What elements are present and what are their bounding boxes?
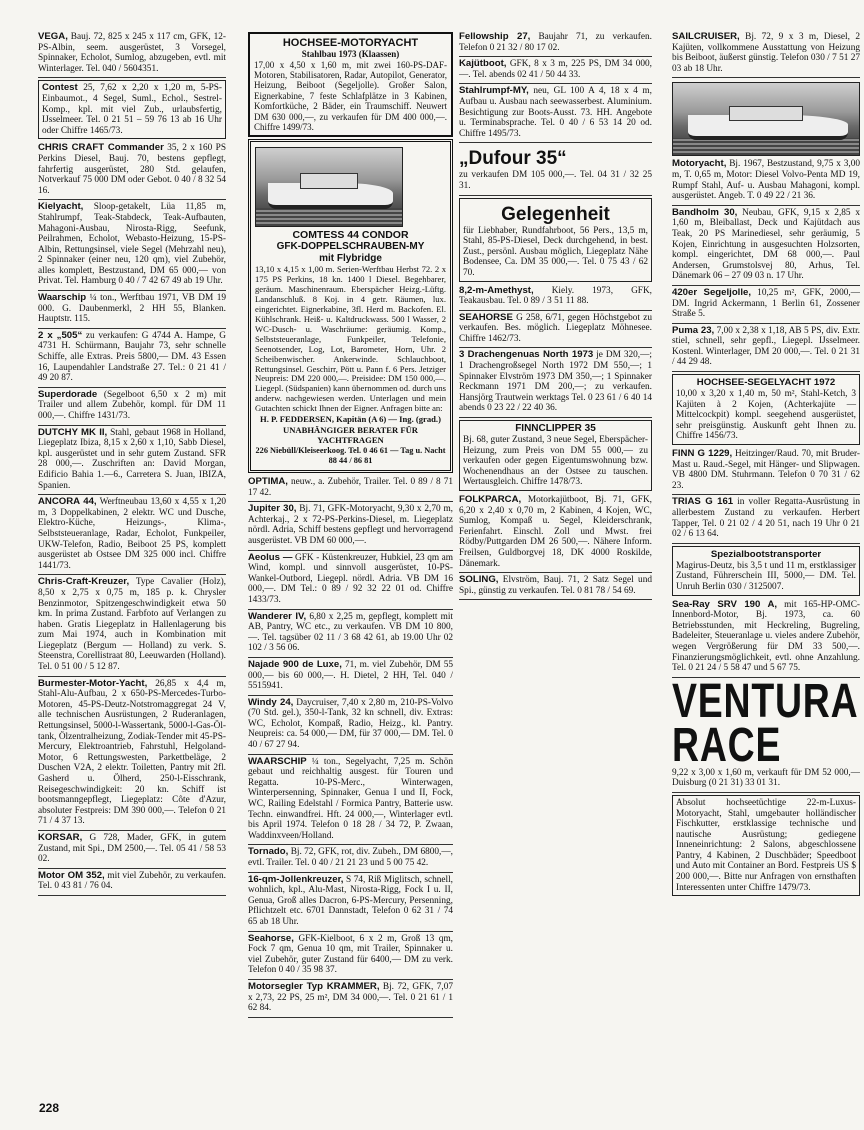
condor-ad <box>248 139 453 473</box>
dufour-ad <box>459 143 652 195</box>
ad-text: (Segelboot 6,50 x 2 m) mit Trailer und allem Zubehör, kompl. für DM 11 000,—. Chiffre 1431/73. <box>38 389 226 421</box>
transporter-ad <box>672 546 860 596</box>
ad-lead: SOLING, <box>459 574 499 586</box>
boat-photo <box>255 147 403 227</box>
ad-lead: WAARSCHIP <box>248 755 307 767</box>
classified-ad <box>248 475 453 502</box>
classified-ad <box>38 80 226 139</box>
ad-lead: Aeolus — <box>248 551 293 563</box>
sailcruiser-ad <box>672 30 860 78</box>
column-1 <box>38 30 226 896</box>
ad-text: Bj. 1967, Bestzustand, 9,75 x 3,00 m, T. 0,65 m, Motor: Diesel Volvo-Penta MD 19, Rumpf Stahl, Auf- u. Ausbau Mahagoni, kompl. ausgerüstet. Angeb. T. 0 49 22 / 21 36. <box>672 159 860 202</box>
ventura-title: VENTURA <box>672 677 859 728</box>
ad-text: Bj. 68, guter Zustand, 3 neue Segel, Eberspächer-Heizung, zum Preis von DM 55 000,— zu verkaufen oder gegen Eigentumswohnung bzw. Wochenendhaus an der Ostsee zu tauschen. Wertausgleich. Chiffre 1478/73. <box>463 435 648 488</box>
ad-lead: CHRIS CRAFT Commander <box>38 142 164 154</box>
ad-subheading: GFK-DOPPELSCHRAUBEN-MY <box>276 241 425 253</box>
classified-list <box>672 206 860 372</box>
ad-lead: Tornado, <box>248 846 289 858</box>
ad-lead: FOLKPARCA, <box>459 494 522 505</box>
ad-lead: VEGA, <box>38 31 68 42</box>
classified-ad <box>672 286 860 324</box>
ad-text: Werftneubau 13,60 x 4,55 x 1,20 m, 3 Doppelkabinen, 2 elektr. WC und Dusche, Elektro-Küche, Heizungs-, Klima-, Selbststeueranlage, Radar, Echolot, Funkpeiler, UKW-Telefon, Radio, Beiboot 25 PS, komplett ausgerüstet ab Ostsee DM 325 000 incl. Chiffre 1441/73. <box>38 497 226 571</box>
classified-ad <box>38 495 226 575</box>
classified-ad <box>248 610 453 658</box>
ad-agent: H. P. FEDDERSEN, Kapitän (A 6) — Ing. (grad.) <box>260 414 441 425</box>
ad-text: GFK - Küstenkreuzer, Hubkiel, 23 qm am Wind, kompl. und sinnvoll ausgerüstet, 10-PS-Wankel-Outbord, Liegepl. nördl. Adria. VB DM 16 000,—. DM Tel.: 0 89 / 92 32 22 01 od. Chiffre 1433/73. <box>248 552 453 605</box>
gelegenheit-ad <box>459 198 652 282</box>
ad-lead: Waarschip <box>38 292 87 304</box>
ad-text: 6,80 x 2,25 m, gepflegt, komplett mit AB, Pantry, WC etc., zu verkaufen. VB DM 10 800,—. Tel. tagsüber 02 11 / 3 68 42 61, ab 19.00 Uhr 02 102 / 3 56 06. <box>248 611 453 654</box>
ad-subheading: Stahlbau 1973 (Klaassen) <box>301 49 400 59</box>
classified-ad <box>248 658 453 696</box>
ad-lead: ANCORA 44, <box>38 496 97 508</box>
ad-text: Bj. 72, GFK, 7,07 x 2,73, 22 PS, 25 m², DM 34 000,—. Tel. 0 21 61 / 1 62 84. <box>248 981 453 1014</box>
luxus-motoryacht-ad <box>672 795 860 896</box>
ad-text: zu verkaufen: G 4744 A. Hampe, G 4731 H. Schürmann, Baujahr 73, sehr schnelle Schiffe, alle Extras. Preis 5800,— DM. 43 Essen 16, Laupendahler Landstraße 27. Tel.: 0 21 41 / 49 20 87. <box>38 330 226 384</box>
race-title: RACE <box>672 718 782 772</box>
ad-lead: OPTIMA, <box>248 476 288 487</box>
classified-ad <box>248 502 453 550</box>
ad-lead: Motor OM 352, <box>38 869 105 881</box>
ad-text: Elvström, Bauj. 71, 2 Satz Segel und Spi., günstig zu verkaufen. Tel. 0 81 78 / 54 69. <box>459 575 652 596</box>
classified-ad <box>248 551 453 610</box>
ad-lead: 3 Drachengenuas North 1973 <box>459 349 594 361</box>
ad-text: je DM 320,—; 1 Drachengroßsegel North 1972 DM 550,—; 1 Spinnaker Elvström 1973 DM 350,—; 1 Spinnaker Reckmann 1971 DM 200,—; zu verkaufen. Hansjörg Trautwein werktags Tel. 0 23 61 / 6 40 14 abends 0 23 22 / 22 40 36. <box>459 350 652 414</box>
classified-ad <box>459 57 652 84</box>
ad-text: 71, m. viel Zubehör, DM 55 000,— bis 60 000,—. H. Dietel, 2 HH, Tel. 040 / 5515941. <box>248 659 453 692</box>
ad-lead: SEAHORSE <box>459 311 513 323</box>
ad-text: 7,00 x 2,38 x 1,18, AB 5 PS, div. Extr. stiel, schnell, sehr gepfl., Liegepl. IJsselmeer. Kostenl. Winterlager, DM 20 000,—. Tel. 0 21 31 / 44 29 48. <box>672 325 860 368</box>
ad-agent-title: UNABHÄNGIGER BERATER FÜR YACHTFRAGEN <box>283 424 418 446</box>
ad-lead: Seahorse, <box>248 932 294 944</box>
ad-heading: HOCHSEE-MOTORYACHT <box>282 37 419 49</box>
motoryacht-photo <box>672 82 860 156</box>
classified-ad <box>459 84 652 143</box>
column-2 <box>248 30 453 1018</box>
ad-lead: Burmester-Motor-Yacht, <box>38 677 148 689</box>
classified-ad <box>38 426 226 496</box>
classified-ad <box>459 311 652 349</box>
ad-text: zu verkaufen DM 105 000,—. Tel. 04 31 / 32 25 31. <box>459 170 652 191</box>
ad-text: Bj. 71, GFK-Motoryacht, 9,30 x 2,70 m, Achterkaj., 2 x 72-PS-Perkins-Diesel, m. Liegeplatz nördl. Adria, Schiff bestens gepflegt und hervorragend ausgerüstet. VB DM 60 000,—. <box>248 504 453 546</box>
ad-lead: SAILCRUISER, <box>672 31 740 42</box>
ad-text: Kiely. 1973, GFK, Teakausbau. Tel. 0 89 / 3 51 11 88. <box>459 285 652 307</box>
ad-lead: DUTCHY MK II, <box>38 426 108 438</box>
ad-heading: COMTESS 44 CONDOR <box>292 229 409 242</box>
classified-list <box>672 447 860 544</box>
ad-text: G 258, 6/71, gegen Höchstgebot zu verkaufen. Bes. möglich. Liegeplatz Möhnesee. Chiffre 1462/73. <box>459 312 652 344</box>
ad-text: GFK-Kielboot, 6 x 2 m, Groß 13 qm, Fock 7 qm, Genua 10 qm, mit Trailer, Spinnaker u. viel Zubehör, guter Zustand für 6400,— DM zu verk. Telefon 0 40 / 35 98 37. <box>248 933 453 976</box>
classified-ad <box>459 573 652 600</box>
ventura-race-ad <box>672 678 860 793</box>
ad-text: Neubau, GFK, 9,15 x 2,85 x 1,60 m, Bleiballast, Deck und Kajütdach aus Teak, 20 PS Marinediesel, sehr geräumig, 5 Kojen, Einrichtung in ausgesuchten Holzsorten, kompl. eingerichtet, DM 68 000,—. Paul Andersen, Grumstolsvej 80, Arhus, Tel. Dänemark 06 – 27 09 03 n. 17 Uhr. <box>672 207 860 282</box>
classified-ad <box>459 30 652 57</box>
ad-text: Type Cavalier (Holz), 8,50 x 2,75 x 0,75 m, 185 p. k. Chrysler Benzinmotor, Spitzengeschwindigkeit etwa 50 km. In prima Zustand. Farbfoto auf Verlangen zu haben. Gratis Liegeplatz in Hallenlagerung bis zum Mai 1974, auch in Kombination mit Liegeplatz (Bergum — Holland) zu verk. S. Steenstra, Corellistraat 80, Leeuwarden (Holland). Tel. 0 51 00 / 5 12 87. <box>38 577 226 673</box>
classified-ad <box>38 291 226 329</box>
classified-ad <box>38 388 226 426</box>
ad-lead: Bandholm 30, <box>672 206 738 218</box>
ad-lead: 420er Segeljolle, <box>672 286 752 298</box>
classified-ad <box>38 200 226 291</box>
ad-lead: FINN G 1229, <box>672 448 733 460</box>
ad-lead: 2 x „505“ <box>38 329 83 341</box>
ad-text: Bj. 72, 9 x 3 m, Diesel, 2 Kajüten, vollkommene Ausstattung von Heizung bis Beiboot, äußerst günstig. Telefon 030 / 7 51 27 03 ab 18 Uhr. <box>672 32 860 74</box>
ad-heading: FINNCLIPPER 35 <box>515 423 596 435</box>
column-4 <box>672 30 860 898</box>
ad-text: ¼ ton., Segelyacht, 7,25 m. Schön gebaut und reichhaltig ausgest. für Touren und Regatta. 10-PS-Merc., Winterwagen, Winterpersenning, Spinnaker, Genua I und II, Fock, WC, Railing Edelstahl / Formica Pantry, Batterie usw. Techn. einwandfrei. Hft. 24 000,—, Winterlager evtl. bis April 1974. Telefon 0 18 28 / 34 72, P. Zwaan, Waddinxveen/Holland. <box>248 756 453 841</box>
ad-heading: Spezialbootstransporter <box>710 548 822 560</box>
ad-lead: Windy 24, <box>248 696 294 708</box>
ad-text: Sloop-getakelt, Lüa 11,85 m, Stahlrumpf, Teak-Stabdeck, Teak-Aufbauten, Mahagoni-Ausbau, Nirosta-Rigg, Seefunk, Peilrahmen, Echolot, Webasto-Heizung, 15-PS-Albin, Rettungsinsel, viele Segel (Mehrzahl neu), 2 Spinnaker (einer neu, 120 qm), viel Zubehör, alles komplett, Bestzustand, DM 65 000,— von Privat. Tel. Hamburg 0 40 / 7 42 67 49 ab 19 Uhr. <box>38 202 226 287</box>
motoryacht-ad <box>672 78 860 205</box>
ad-lead: Najade 900 de Luxe, <box>248 658 342 670</box>
classified-ad <box>248 873 453 932</box>
ad-text: 35, 2 x 160 PS Perkins Diesel, Bauj. 70, bestens gepflegt, fahrfertig ausgerüstet, 280 Std. gelaufen, Notverkauf 75 000 DM oder Gebot. 0 40 / 8 32 54 16. <box>38 143 226 196</box>
classified-list <box>459 30 652 143</box>
ad-lead: Wanderer IV, <box>248 610 307 622</box>
ad-text: GFK, 8 x 3 m, 225 PS, DM 34 000,—. Tel. abends 02 41 / 50 44 33. <box>459 59 652 80</box>
ad-subheading: mit Flybridge <box>319 253 382 265</box>
classified-ad <box>248 755 453 846</box>
ad-text: 25, 7,62 x 2,20 x 1,20 m, 5-PS-Einbaumot., 4 Segel, Suml., Echol., Sestrel-Komp., kpl. mit viel Zub., urlaubsfertig, IJsselmeer. Tel. 0 21 51 – 59 76 13 ab 16 Uhr oder Chiffre 1465/73. <box>42 83 223 136</box>
classified-ad <box>248 696 453 755</box>
ad-lead: Fellowship 27, <box>459 31 531 42</box>
ad-text: Baujahr 71, zu verkaufen. Telefon 0 21 32 / 80 17 02. <box>459 32 652 53</box>
finnclipper-ad <box>459 420 652 491</box>
ad-text: 17,00 x 4,50 x 1,60 m, mit zwei 160-PS-DAF-Motoren, Stabilisatoren, Radar, Autopilot, Generator, Heizung, Beiboot (Segeljolle). Großer Salon, Eignerkabine, 7 feste Schlafplätze in 3 Kabinen, Komfortküche, 2 Bäder, ein Traumschiff. Neuwert DM 630 000,—, zu verkaufen für DM 400 000,—. Chiffre 1499/73. <box>254 59 447 133</box>
ad-text: in voller Regatta-Ausrüstung in allerbestem Zustand zu verkaufen. Herbert Tapper, Tel. 0 21 02 / 4 20 51, nach 19 Uhr 0 21 02 / 6 13 64. <box>672 497 860 540</box>
classified-list <box>248 475 453 1018</box>
ad-text: Stahl, gebaut 1968 in Holland, Liegeplatz Ibiza, 8,15 x 2,60 x 1,10, Sabb Diesel, kpl. ausgerüstet und in sehr gutem Zustand. SFR 28 000,—. Zuschriften an: David Morgan, Edificio Bahia 1.—6., Carretera S. Juan, IBIZA, Spanien. <box>38 427 226 491</box>
hochsee-motoryacht-ad <box>248 32 453 137</box>
searay-ad <box>672 598 860 678</box>
classified-ad <box>248 932 453 980</box>
ad-lead: Kajütboot, <box>459 58 507 70</box>
ad-lead: 8,2-m-Amethyst, <box>459 284 534 296</box>
column-3 <box>459 30 652 600</box>
ad-address: 226 Niebüll/Kleiseerkoog. Tel. 0 46 61 — Tag u. Nacht 88 44 / 86 81 <box>255 445 446 466</box>
classified-ad <box>248 845 453 872</box>
classified-ad <box>38 677 226 831</box>
ad-text: 13,10 x 4,15 x 1,00 m. Serien-Werftbau Herbst 72. 2 x 175 PS Perkins, 18 kn. 1400 l Diesel. Begehbarer, geräum. Maschinenraum. Eberspächer Heizg.-Lüftg. Landanschluß. 8 Koj. in 4 getr. Räumen, lux. eingerichtet. Eignerkabine, 3fl. Herd m. Backofen. El. Kühlschrank. Heiß- u. Kaltdruckwass. 500 l Wasser, 2 WC-Dusch- u. Waschräume: geräumig. Komp., Selbststeueranlage, Funkpeiler, Telefonie, Seenotsender, Log, Lot, Barometer, Horn, Uhr. 2 Scheibenwischer. Ankerwinde. Schlauchboot, Rettungsinsel. Geschirr, Pött u. Pann f. 6 Pers. Jetziger Neupreis: DM 220 000,—. Preisidee: DM 150 000,—. Liegepl. (Südspanien) kann übernommen od. durch uns anderw. nachgewiesen werden. Unterlagen und mein Gutachten schickt Ihnen der Eigner. Anfragen bitte an: <box>255 264 446 414</box>
ad-lead: Motoryacht, <box>672 158 727 170</box>
classified-ad <box>672 447 860 495</box>
classified-ad <box>672 324 860 372</box>
classified-ad <box>38 831 226 869</box>
classified-ad <box>672 495 860 543</box>
classified-ad <box>38 141 226 200</box>
ad-lead: Superdorade <box>38 388 98 400</box>
classified-ad <box>248 980 453 1018</box>
ad-lead: Puma 23, <box>672 324 715 336</box>
classified-ad <box>459 348 652 418</box>
ad-text: 10,00 x 3,20 x 1,40 m, 50 m², Stahl-Ketch, 3 Kajüten à 2 Kojen, (Achterkajüte — Mittelcockpit) kompl. seegehend ausgerüstet, sehr preisgünstig. Auskunft geht Ihnen zu. Chiffre 1456/73. <box>676 389 856 442</box>
ad-text: Magirus-Deutz, bis 3,5 t und 11 m, erstklassiger Zustand, Führerschein III, 5000,— DM. Tel. Unruh Berlin 030 / 3125007. <box>676 560 856 592</box>
ad-text: Absolut hochseetüchtige 22-m-Luxus-Motoryacht, Stahl, umgebauter holländischer Fischkutter, erstklassige technische und nautische Ausrüstung; gediegene Inneneinrichtung: 2 Salons, abgeschlossene Pantry, 4 Kabinen, 2 Duschbäder; Speedboot und Auto mit Container an Bord. Festpreis US $ 200 000,—. Bitte nur Anfragen von ernsthaften Interessenten unter Chiffre 1479/73. <box>676 797 856 893</box>
classified-ad <box>459 493 652 573</box>
ad-heading: „Dufour 35“ <box>459 148 567 170</box>
classified-ad <box>672 206 860 286</box>
ad-lead: Motorsegler Typ KRAMMER, <box>248 980 380 992</box>
ad-lead: 16-qm-Jollenkreuzer, <box>248 873 344 885</box>
ad-lead: Sea-Ray SRV 190 A, <box>672 598 778 610</box>
classified-list <box>459 284 652 419</box>
ad-text: ¼ ton., Werftbau 1971, VB DM 19 000. G. Daubenmerkl, 2 HH 55, Blanken. Hauptstr. 115. <box>38 293 226 325</box>
ad-text: für Liebhaber, Rundfahrboot, 56 Pers., 13,5 m, Stahl, 85-PS-Diesel, Deck durchgehend, in best. Zust., persönl. Ausbau möglich, Liegeplatz Nähe Bodensee, Ca. DM 35 000,—. Tel. 0 75 43 / 62 70. <box>463 225 648 278</box>
ad-text: Bauj. 72, 825 x 245 x 117 cm, GFK, 12-PS-Albin, seem. ausgerüstet, 3 Vorsegel, Spinnaker, Echolot, Sumlog, abzugeben, evtl. mit Winterlager. Tel. 040 / 5604351. <box>38 32 226 74</box>
ad-lead: TRIAS G 161 <box>672 496 734 508</box>
ad-text: Daycruiser, 7,40 x 2,80 m, 210-PS-Volvo (70 Std. gel.), 350-l-Tank, 32 kn schnell, div. Extras: WC, Echolot, Kompaß, Radio, Heizg., kl. Pantry. Neupreis: ca. 54 000,— DM, für 37 000,— DM. Tel. 0 40 / 67 27 94. <box>248 697 453 751</box>
ad-lead: Chris-Craft-Kreuzer, <box>38 576 130 588</box>
ad-text: Bj. 72, GFK, rot, div. Zubeh., DM 6800,—, evtl. Trailer. Tel. 0 40 / 21 21 23 und 5 00 75 42. <box>248 847 453 868</box>
ad-heading: HOCHSEE-SEGELYACHT 1972 <box>696 377 836 389</box>
ad-text: 10,25 m², GFK, 2000,— DM. Ingrid Ackermann, 1 Berlin 61, Zossener Straße 5. <box>672 287 860 320</box>
ad-lead: KORSAR, <box>38 831 83 843</box>
ad-text: Heitzinger/Raud. 70, mit Bruder-Mast u. Raud.-Segel, mit Hänger- und Slipwagen. VB 4800 DM. Stuhrmann. Telefon 0 70 31 / 62 23. <box>672 449 860 491</box>
segelyacht-ad <box>672 374 860 445</box>
classified-list <box>459 493 652 600</box>
ad-text: Motorkajütboot, Bj. 71, GFK, 6,20 x 2,40 x 0,70 m, 2 Kabinen, 4 Kojen, WC, Sumlog, Kompaß u. Segel, Kleiderschrank, Ferienfahrt. Einschl. Zoll und Mwst. frei Rödby/Puttgarden DM 26 500,—. Nähere Inform. Freilsen, Guldborgvej 18, DK 4000 Roskilde, Dänemark. <box>459 495 652 569</box>
ad-text: mit 165-HP-OMC-Innenbord-Motor, Bj. 1973, ca. 60 Betriebsstunden, mit Heckreling, Bugreling, Badeleiter, Steueranlage u. vieles andere Zubehör, wegen Vergrößerung für DM 33 500,—. Finanzierungsmöglichkeit, evtl. ohne Anzahlung. Tel. 0 21 24 / 5 58 47 und 5 67 75. <box>672 599 860 674</box>
ad-lead: Jupiter 30, <box>248 503 297 515</box>
ad-text: 26,85 x 4,4 m, Stahl-Alu-Aufbau, 2 x 650-PS-Mercedes-Turbo-Motoren, 45-PS-Deutz-Notstromaggregat 24 V, alle technischen Ausrüstungen, 2 Ruderanlagen, Rettungsinsel, 5000-l-Wassertank, 5000-l-Gas-Öl-tank, Ölzentralheizung, Zodiak-Tender mit 45-PS-Mercury, Elektroantrieb, Fahrstuhl, Helgoland-Motor, 6 Rettungswesten, Parkettbeläge, 2 Duschen V2A, 2 elektr. Toiletten, Pantry mit 2fl. Gasherd u. Ölherd, 250-l-Eisschrank, Reisegeschwindigkeit: 20 kn. Schiff ist bootsmanngepflegt, Liegeplatz: Côte d'Azur, absoluter Festpreis: DM 390 000,—. Telefon 0 21 71 / 4 37 13. <box>38 678 226 827</box>
ad-lead: Contest <box>42 82 78 94</box>
classified-ad <box>38 329 226 388</box>
ad-heading: Gelegenheit <box>501 203 610 225</box>
ad-text: 9,22 x 3,00 x 1,60 m, verkauft für DM 52 000,— Duisburg (0 21 31) 33 01 31. <box>672 767 860 789</box>
ad-text: neu, GL 100 A 4, 18 x 4 m, Aufbau u. Ausbau nach seewasserbest. Aluminium. Besichtigung zur Boots-Ausst. 73. HH. Angebote u. Terminabsprache. Tel. 0 40 / 6 53 14 20 od. Chiffre 1495/73. <box>459 86 652 139</box>
ad-text: G 728, Mader, GFK, in gutem Zustand, mit Spi., DM 2500,—. Tel. 05 41 / 58 53 02. <box>38 832 226 865</box>
classified-ad <box>38 575 226 676</box>
page-number: 228 <box>39 1101 60 1115</box>
ad-text: neuw., a. Zubehör, Trailer. Tel. 0 89 / 8 71 17 42. <box>248 477 453 498</box>
classified-ad <box>459 284 652 311</box>
classified-ad <box>38 30 226 78</box>
ad-text: mit viel Zubehör, zu verkaufen. Tel. 0 43 81 / 76 04. <box>38 870 226 892</box>
ad-text: S 74, Riß Miglitsch, schnell, wohnlich, kpl., Alu-Mast, Nirosta-Rigg, Fock I u. II, Genua, Groß alles Dacron, 6-PS-Mercury, Persenning, Pflichtzelt etc. 6701 Dannstadt, Telefon 0 62 31 / 74 65 ab 18 Uhr. <box>248 874 453 927</box>
ad-lead: Stahlrumpf-MY, <box>459 85 529 97</box>
ad-lead: Kielyacht, <box>38 201 84 213</box>
classified-ad <box>38 869 226 896</box>
